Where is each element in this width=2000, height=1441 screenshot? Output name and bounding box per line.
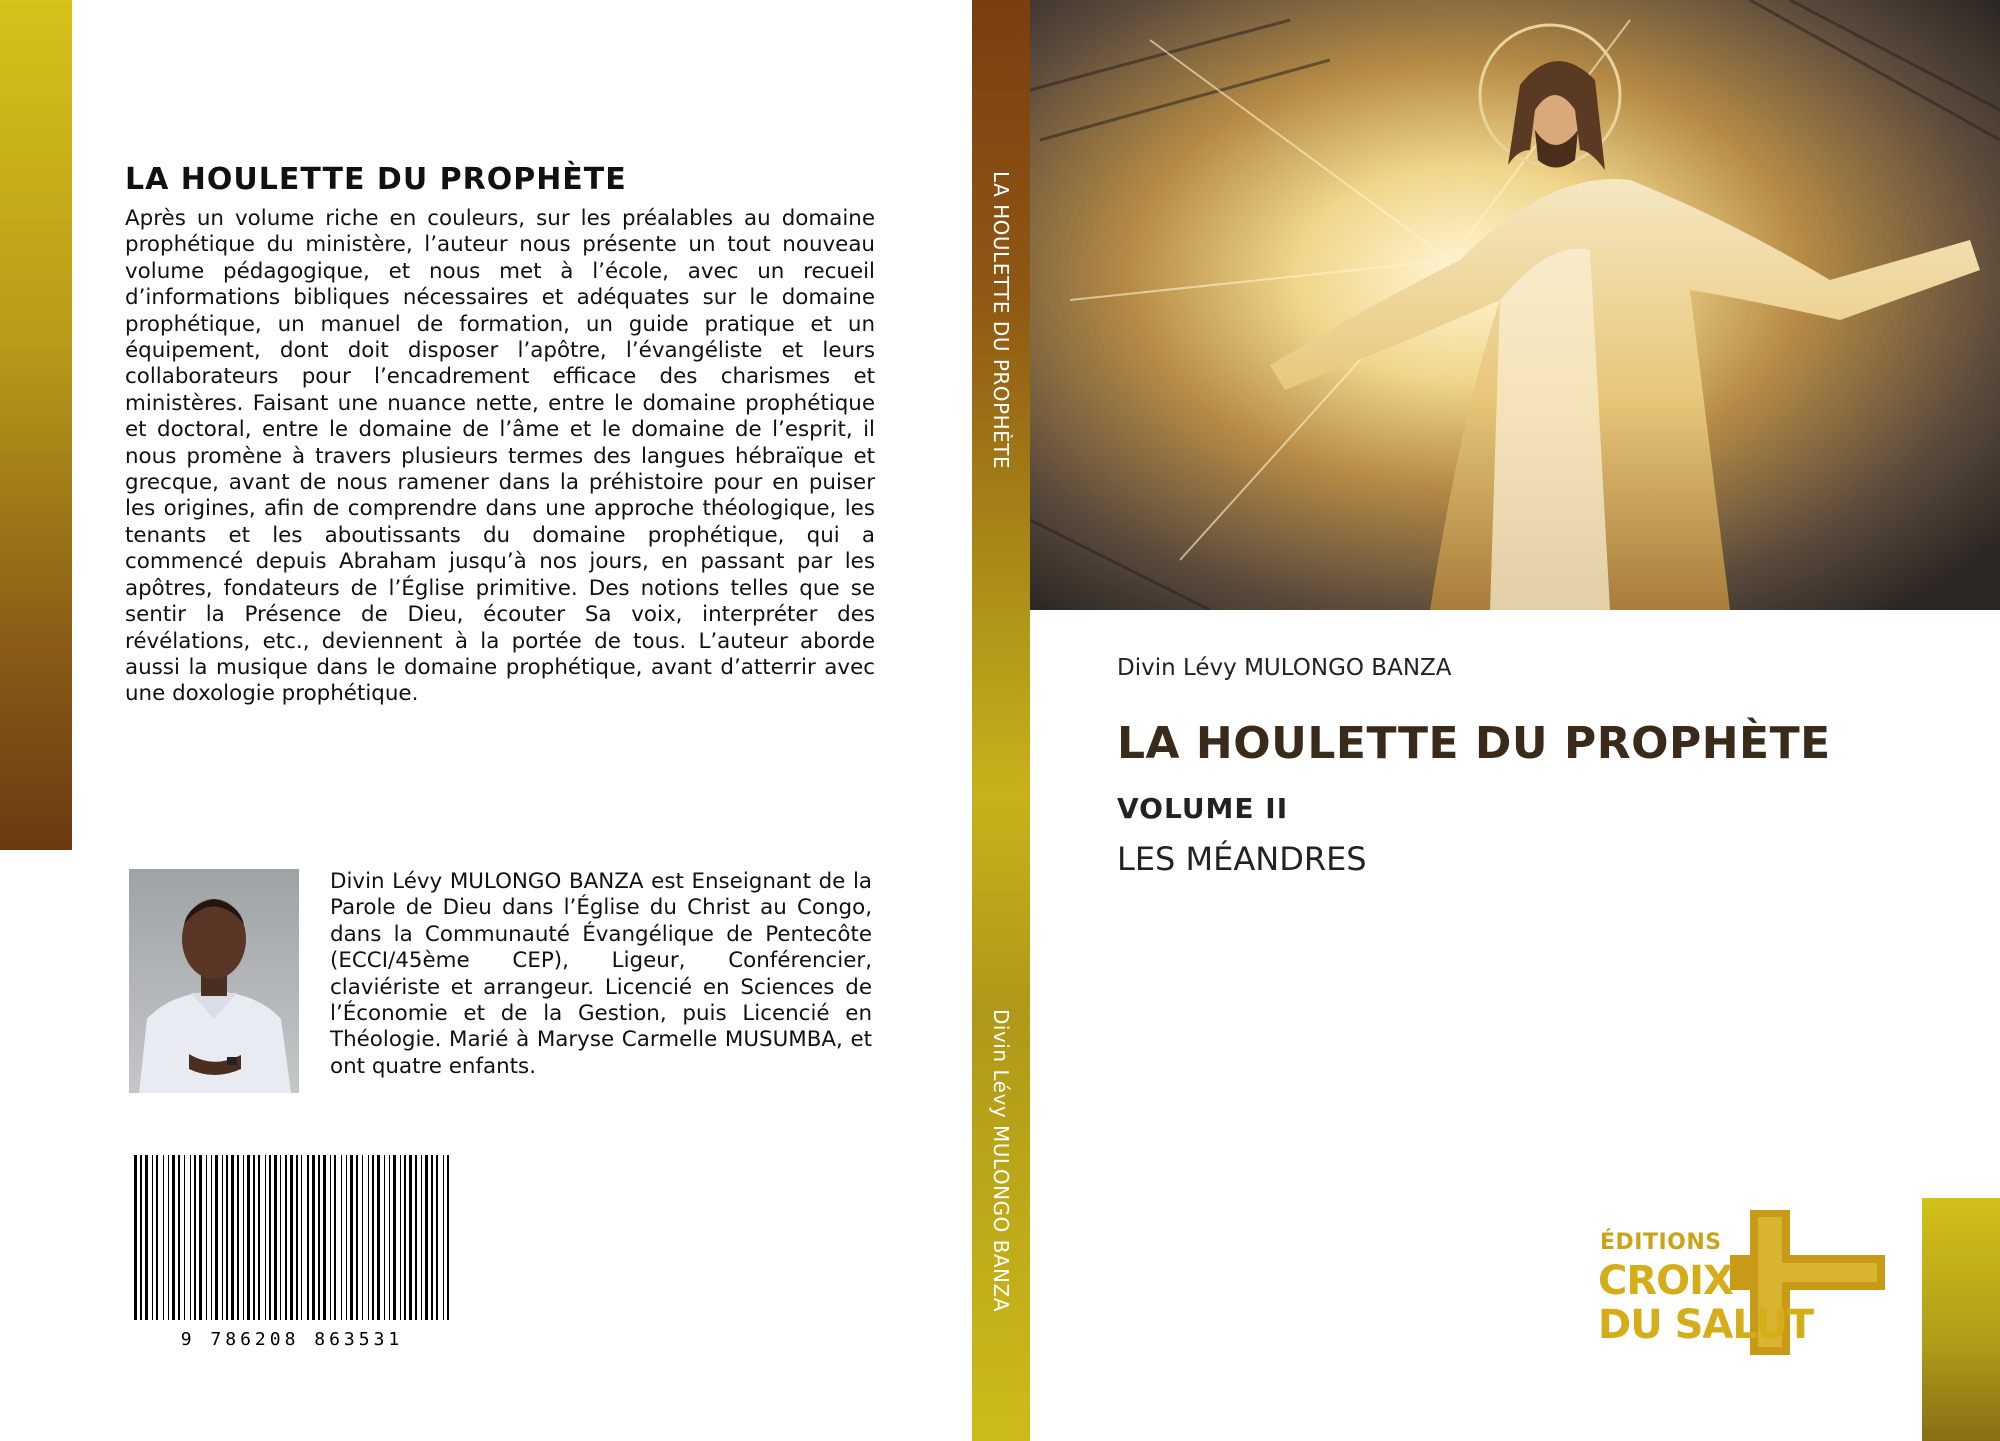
barcode-bar [243, 1155, 244, 1320]
barcode-bar [194, 1155, 196, 1320]
barcode-bar [145, 1155, 148, 1320]
barcode-bar [163, 1155, 164, 1320]
barcode-bar [447, 1155, 449, 1320]
barcode-bar [215, 1155, 218, 1320]
spine-author: Divin Lévy MULONGO BANZA [989, 1008, 1013, 1312]
barcode-bar [274, 1155, 277, 1320]
barcode-bar [199, 1155, 202, 1320]
barcode-bar [226, 1155, 228, 1320]
barcode-bar [301, 1155, 302, 1320]
barcode-bar [172, 1155, 175, 1320]
front-cover-volume: VOLUME II [1117, 792, 1289, 825]
barcode-bar [431, 1155, 433, 1320]
barcode-bar [140, 1155, 142, 1320]
front-cover-author: Divin Lévy MULONGO BANZA [1117, 655, 1452, 681]
barcode-bar [368, 1155, 369, 1320]
barcode-bar [168, 1155, 169, 1320]
barcode-bar [334, 1155, 336, 1320]
barcode-bar [152, 1155, 153, 1320]
publisher-name-line1: CROIX [1598, 1258, 1733, 1304]
barcode-bar [307, 1155, 309, 1320]
barcode-bar [290, 1155, 293, 1320]
back-cover-stripe [0, 0, 72, 850]
barcode-bar [389, 1155, 390, 1320]
barcode-bar [415, 1155, 417, 1320]
barcode-bar [134, 1155, 137, 1320]
front-cover-subtitle: LES MÉANDRES [1117, 840, 1367, 878]
barcode-bar [231, 1155, 234, 1320]
barcode-bar [265, 1155, 266, 1320]
barcode-bar [222, 1155, 223, 1320]
barcode-bar [436, 1155, 438, 1320]
back-cover-blurb: Après un volume riche en couleurs, sur les préalables au domaine prophétique du ministère, l’auteur nous présente un tout nouveau volume pédagogique, et nous met à l’école, avec un recueil d’informations bibliques nécessaires et adéquates sur le domaine prophétique, un manuel de formation, un guide pratique et un équipement, dont doit disposer l’apôtre, l’évangéliste et leurs collaborateurs pour l’encadrement efficace des charismes et ministères. Faisant une nuance nette, entre le domaine prophétique et doctoral, entre le domaine de l’âme et le domaine de l’esprit, il nous promène à travers plusieurs termes des langues hébraïque et grecque, avant de nous ramener dans la préhistoire pour en puiser les origines, afin de comprendre dans une approche théologique, les tenants et les aboutissants du domaine prophétique, qui a commencé depuis Abraham jusqu’à nos jours, en passant par les apôtres, fondateurs de l’Église primitive. Des notions telles que se sentir la Présence de Dieu, écouter Sa voix, interpréter des révélations, etc., deviennent à la portée de tous. L’auteur aborde aussi la musique dans le domaine prophétique, avant d’atterrir avec une doxologie prophétique. [125, 206, 875, 707]
front-cover-illustration [1030, 0, 2000, 610]
barcode-bar [404, 1155, 406, 1320]
barcode-bar [206, 1155, 207, 1320]
barcode-bar [346, 1155, 347, 1320]
barcode-bar [377, 1155, 380, 1320]
isbn-barcode [132, 1155, 452, 1350]
barcode-bar [211, 1155, 212, 1320]
barcode-bar [253, 1155, 255, 1320]
jesus-illustration [1030, 0, 2000, 610]
barcode-bar [393, 1155, 396, 1320]
barcode-bar [280, 1155, 281, 1320]
front-cover-title: LA HOULETTE DU PROPHÈTE [1117, 718, 1831, 769]
barcode-bar [184, 1155, 185, 1320]
barcode-digits: 9 786208 863531 [180, 1329, 404, 1350]
book-spine [972, 0, 1030, 1441]
barcode-bar [341, 1155, 342, 1320]
spine-title: LA HOULETTE DU PROPHÈTE [989, 170, 1013, 470]
barcode-bar [409, 1155, 412, 1320]
barcode-bar [269, 1155, 271, 1320]
barcode-bar [156, 1155, 158, 1320]
barcode-bar [443, 1155, 444, 1320]
barcode-bar [350, 1155, 353, 1320]
barcode-bar [356, 1155, 358, 1320]
barcode-bar [247, 1155, 250, 1320]
back-cover-title: LA HOULETTE DU PROPHÈTE [125, 162, 627, 197]
author-portrait-image [129, 869, 299, 1093]
front-cover-corner-stripe [1922, 1198, 2000, 1441]
barcode-image [132, 1155, 452, 1350]
barcode-bar [178, 1155, 180, 1320]
author-photo [129, 869, 299, 1093]
barcode-bar [372, 1155, 374, 1320]
publisher-editions-label: ÉDITIONS [1600, 1230, 1722, 1255]
barcode-bar [190, 1155, 191, 1320]
barcode-bar [330, 1155, 331, 1320]
barcode-bar [258, 1155, 260, 1320]
barcode-bar [296, 1155, 298, 1320]
barcode-bar [312, 1155, 315, 1320]
barcode-bar [400, 1155, 401, 1320]
author-biography: Divin Lévy MULONGO BANZA est Enseignant de la Parole de Dieu dans l’Église du Christ au Congo, dans la Communauté Évangélique de Pentecôte (ECCI/45ème CEP), Ligeur, Conférencier, claviériste et arrangeur. Licencié en Sciences de l’Économie et de la Gestion, puis Licencié en Théologie. Marié à Maryse Carmelle MUSUMBA, et ont quatre enfants. [330, 869, 872, 1079]
barcode-bar [285, 1155, 287, 1320]
barcode-bar [421, 1155, 422, 1320]
publisher-name-line2: DU SALUT [1598, 1302, 1814, 1348]
barcode-bar [237, 1155, 239, 1320]
barcode-bar [323, 1155, 326, 1320]
barcode-bar [425, 1155, 428, 1320]
barcode-bar [384, 1155, 385, 1320]
barcode-bar [362, 1155, 363, 1320]
barcode-bar [318, 1155, 320, 1320]
